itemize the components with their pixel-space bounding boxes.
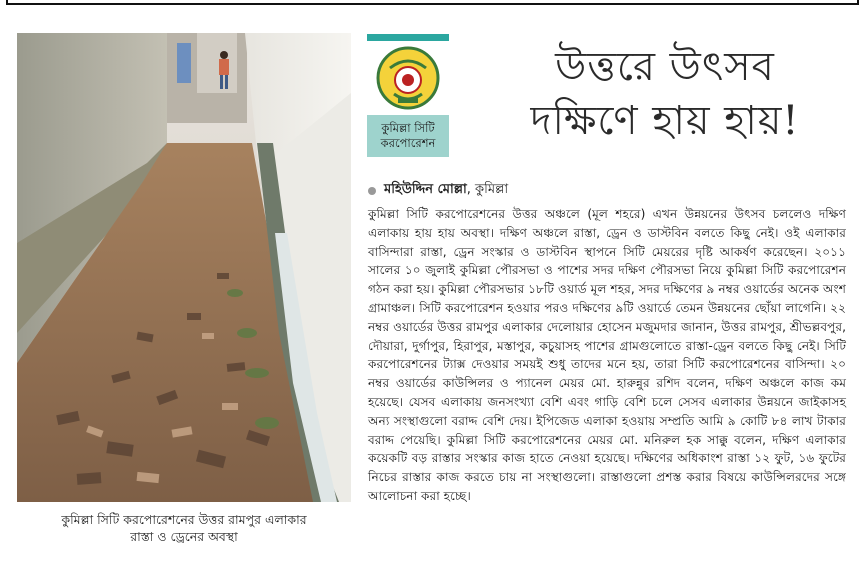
article-body: কুমিল্লা সিটি করপোরেশনের উত্তর অঞ্চলে (মূল শহরে) এখন উন্নয়নের উৎসব চললেও দক্ষিণ এলাকায় হায় হায় অবস্থা। দক্ষিণ অঞ্চলে রাস্তা, ড্রেন ও ডাস্টবিন বলতে কিছু নেই। ওই এলাকার বাসিন্দারা রাস্তা, ড্রেন সংস্কার ও ডাস্টবিন স্থাপনে সিটি মেয়রের দৃষ্টি আকর্ষণ করেছেন। ২০১১ সালের ১০ জুলাই কুমিল্লা পৌরসভা ও পাশের সদর দক্ষিণ পৌরসভা নিয়ে কুমিল্লা সিটি করপোরেশন গঠন করা হয়। কুমিল্লা পৌরসভার ১৮টি ওয়ার্ড মূল শহর, সদর দক্ষিণের ৯ নম্বর ওয়ার্ডের অনেক অংশ গ্রামাঞ্চল। সিটি করপোরেশন হওয়ার পরও দক্ষিণের ৯টি ওয়ার্ডে তেমন উন্নয়নের ছোঁয়া লাগেনি। ২২ নম্বর ওয়ার্ডের উত্তর রামপুর এলাকার দেলোয়ার হোসেন মজুমদার জানান, উত্তর রামপুর, শ্রীভল্লবপুর, দৌয়ারা, দুর্গাপুর, হিরাপুর, মস্তাপুর, কচুয়াসহ পাশের গ্রামগুলোতে রাস্তা-ড্রেন বলতে কিছু নেই। সিটি করপোরেশনের ট্যাক্স দেওয়ার সময়ই শুধু তাদের মনে হয়, তারা সিটি করপোরেশনের বাসিন্দা। ২০ নম্বর ওয়ার্ডের কাউন্সিলর ও প্যানেল মেয়র মো. হারুন্নুর রশিদ বলেন, দক্ষিণ অঞ্চলে কাজ কম হয়েছে। যেসব এলাকায় জনসংখ্যা বেশি এবং গাড়ি বেশি চলে সেসব এলাকার উন্নয়নে জাইকাসহ অন্য সংস্থাগুলো বরাদ্দ বেশি দেয়। ইপিজেড এলাকা হওয়ায় সম্প্রতি আমি ৯ কোটি ৮৪ লাখ টাকার বরাদ্দ পেয়েছি। কুমিল্লা সিটি করপোরেশনের মেয়র মো. মনিরুল হক সাক্কু বলেন, দক্ষিণ এলাকার কয়েকটি বড় রাস্তার সংস্কার কাজ হাতে নেওয়া হয়েছে। দক্ষিণের অধিকাংশ রাস্তা ১২ ফুট, ১৬ ফুটের নিচের রাস্তার কাজ করতে চায় না সংস্থাগুলো। রাস্তাগুলো প্রশস্ত করার বিষয়ে কাউন্সিলরদের সঙ্গে আলোচনা করা হচ্ছে।	[368, 207, 846, 503]
street-photo	[17, 33, 351, 502]
article-headline	[470, 40, 860, 148]
top-frame-border	[6, 0, 859, 5]
bullet-icon	[368, 187, 376, 195]
byline-author: মহিউদ্দিন মোল্লা	[384, 182, 467, 197]
logo-label-line-2: করপোরেশন	[380, 136, 436, 150]
byline-location: , কুমিল্লা	[466, 182, 509, 197]
photo-caption-line-1: কুমিল্লা সিটি করপোরেশনের উত্তর রামপুর এলাকার	[61, 512, 307, 527]
logo-top-bar	[367, 34, 449, 41]
headline-line-1: উত্তরে উৎসব	[555, 44, 775, 90]
headline-line-2: দক্ষিণে হায় হায়!	[530, 98, 800, 144]
emblem-icon	[367, 41, 449, 115]
photo-caption	[17, 511, 351, 545]
byline	[368, 180, 508, 201]
logo-label-line-1: কুমিল্লা সিটি	[381, 121, 435, 135]
photo-caption-line-2: রাস্তা ও ড্রেনের অবস্থা	[130, 529, 238, 544]
city-corporation-logo	[367, 34, 449, 160]
street-photo-illustration	[17, 33, 351, 502]
logo-label	[367, 115, 449, 157]
